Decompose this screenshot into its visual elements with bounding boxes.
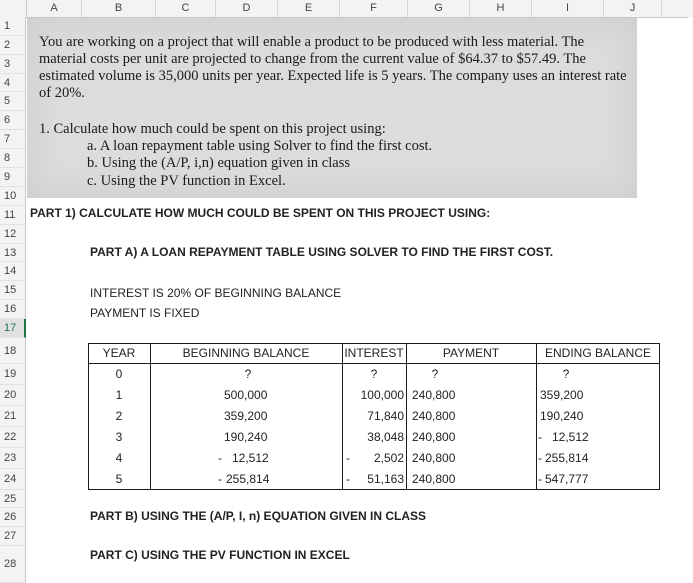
header-interest[interactable]: INTEREST xyxy=(344,346,404,360)
row-header-22[interactable]: 22 xyxy=(0,427,26,448)
table-cell-payment[interactable]: 240,800 xyxy=(412,388,456,402)
table-col-divider xyxy=(536,343,537,490)
table-cell-interest[interactable]: 2,502 xyxy=(373,451,404,465)
problem-question: 1. Calculate how much could be spent on this project using: xyxy=(39,121,386,137)
negative-sign: - xyxy=(218,472,222,486)
table-cell-begin[interactable]: 359,200 xyxy=(224,409,268,423)
table-cell-year[interactable]: 1 xyxy=(115,388,123,402)
table-cell-year[interactable]: 5 xyxy=(115,472,123,486)
row-header-11[interactable]: 11 xyxy=(0,206,26,225)
table-border-top xyxy=(88,343,660,344)
column-header-a[interactable]: A xyxy=(27,0,82,17)
row-header-19[interactable]: 19 xyxy=(0,364,26,385)
header-beginning-balance[interactable]: BEGINNING BALANCE xyxy=(182,346,310,360)
table-cell-ending[interactable]: 12,512 xyxy=(552,430,589,444)
row-header-6[interactable]: 6 xyxy=(0,111,26,130)
row-header-23[interactable]: 23 xyxy=(0,448,26,469)
row-header-3[interactable]: 3 xyxy=(0,55,26,74)
table-cell-ending[interactable]: ? xyxy=(562,367,570,381)
row-header-14[interactable]: 14 xyxy=(0,262,26,281)
row-header-10[interactable]: 10 xyxy=(0,187,26,206)
column-header-c[interactable]: C xyxy=(156,0,216,17)
table-cell-interest[interactable]: 71,840 xyxy=(367,409,404,423)
row-header-26[interactable]: 26 xyxy=(0,508,26,527)
row-header-2[interactable]: 2 xyxy=(0,36,26,55)
table-cell-payment[interactable]: ? xyxy=(431,367,439,381)
vertical-scroll-edge xyxy=(688,17,693,583)
row-header-12[interactable]: 12 xyxy=(0,225,26,244)
negative-sign: - xyxy=(538,472,542,486)
table-cell-ending[interactable]: 359,200 xyxy=(540,388,584,402)
column-header-j[interactable]: J xyxy=(604,0,662,17)
row-header-5[interactable]: 5 xyxy=(0,92,26,111)
table-col-divider xyxy=(406,343,407,490)
partC-title: PART C) USING THE PV FUNCTION IN EXCEL xyxy=(90,548,350,562)
table-border-left xyxy=(88,343,89,490)
problem-photo xyxy=(27,18,637,198)
table-cell-payment[interactable]: 240,800 xyxy=(412,451,456,465)
table-cell-begin[interactable]: ? xyxy=(244,367,252,381)
problem-paragraph: You are working on a project that will enable a product to be produced with less material. The material costs per unit are projected to change from the current value of $64.37 to $57.49. The estimated volume is 35,000 units per year. Expected life is 5 years. The company uses an interest rate of 20%. xyxy=(39,34,627,101)
partB-title: PART B) USING THE (A/P, I, n) EQUATION GIVEN IN CLASS xyxy=(90,509,427,523)
table-cell-begin[interactable]: 500,000 xyxy=(224,388,268,402)
column-header-d[interactable]: D xyxy=(216,0,278,17)
negative-sign: - xyxy=(346,451,350,465)
row-header-20[interactable]: 20 xyxy=(0,385,26,406)
table-border-right xyxy=(659,343,660,490)
table-cell-payment[interactable]: 240,800 xyxy=(412,472,456,486)
column-header-h[interactable]: H xyxy=(470,0,532,17)
table-cell-begin[interactable]: 12,512 xyxy=(232,451,269,465)
table-cell-interest[interactable]: ? xyxy=(370,367,378,381)
column-header-f[interactable]: F xyxy=(340,0,408,17)
column-header-bar xyxy=(0,0,693,18)
header-year[interactable]: YEAR xyxy=(102,346,136,360)
problem-option-b: b. Using the (A/P, i,n) equation given in class xyxy=(87,155,350,171)
select-all-corner[interactable] xyxy=(0,0,27,17)
table-cell-interest[interactable]: 51,163 xyxy=(367,472,404,486)
table-cell-year[interactable]: 4 xyxy=(115,451,123,465)
table-header-divider xyxy=(88,363,660,364)
interest-note: INTEREST IS 20% OF BEGINNING BALANCE xyxy=(90,286,342,300)
problem-option-c: c. Using the PV function in Excel. xyxy=(87,173,286,189)
row-header-25[interactable]: 25 xyxy=(0,490,26,508)
column-header-b[interactable]: B xyxy=(82,0,156,17)
row-header-4[interactable]: 4 xyxy=(0,74,26,92)
table-cell-year[interactable]: 0 xyxy=(115,367,123,381)
row-header-15[interactable]: 15 xyxy=(0,281,26,300)
column-header-g[interactable]: G xyxy=(408,0,470,17)
column-header-i[interactable]: I xyxy=(532,0,604,17)
table-col-divider xyxy=(150,343,151,490)
row-header-27[interactable]: 27 xyxy=(0,527,26,546)
table-cell-ending[interactable]: 190,240 xyxy=(540,409,584,423)
header-payment[interactable]: PAYMENT xyxy=(442,346,500,360)
row-header-1[interactable]: 1 xyxy=(0,17,26,36)
row-header-28[interactable]: 28 xyxy=(0,546,26,583)
part1-title: PART 1) CALCULATE HOW MUCH COULD BE SPENT ON THIS PROJECT USING: xyxy=(30,206,491,220)
table-cell-payment[interactable]: 240,800 xyxy=(412,409,456,423)
row-header-7[interactable]: 7 xyxy=(0,130,26,149)
row-header-8[interactable]: 8 xyxy=(0,149,26,168)
negative-sign: - xyxy=(346,472,350,486)
row-header-16[interactable]: 16 xyxy=(0,300,26,319)
table-cell-year[interactable]: 3 xyxy=(115,430,123,444)
table-cell-interest[interactable]: 100,000 xyxy=(360,388,404,402)
table-cell-payment[interactable]: 240,800 xyxy=(412,430,456,444)
column-header-e[interactable]: E xyxy=(278,0,340,17)
table-cell-begin[interactable]: 190,240 xyxy=(224,430,268,444)
partA-title: PART A) A LOAN REPAYMENT TABLE USING SOLVER TO FIND THE FIRST COST. xyxy=(90,245,554,259)
header-ending-balance[interactable]: ENDING BALANCE xyxy=(544,346,652,360)
negative-sign: - xyxy=(218,451,222,465)
table-col-divider xyxy=(342,343,343,490)
table-border-bottom xyxy=(88,489,660,490)
problem-option-a: a. A loan repayment table using Solver to find the first cost. xyxy=(87,138,433,154)
row-header-13[interactable]: 13 xyxy=(0,244,26,262)
row-header-17[interactable]: 17 xyxy=(0,319,26,338)
table-cell-ending[interactable]: 547,777 xyxy=(545,472,589,486)
negative-sign: - xyxy=(538,451,542,465)
negative-sign: - xyxy=(538,430,542,444)
table-cell-interest[interactable]: 38,048 xyxy=(367,430,404,444)
row-header-24[interactable]: 24 xyxy=(0,469,26,490)
table-cell-begin[interactable]: 255,814 xyxy=(226,472,270,486)
table-cell-year[interactable]: 2 xyxy=(115,409,123,423)
payment-note: PAYMENT IS FIXED xyxy=(90,306,200,320)
row-header-18[interactable]: 18 xyxy=(0,338,26,364)
row-header-9[interactable]: 9 xyxy=(0,168,26,187)
table-cell-ending[interactable]: 255,814 xyxy=(545,451,589,465)
row-header-21[interactable]: 21 xyxy=(0,406,26,427)
